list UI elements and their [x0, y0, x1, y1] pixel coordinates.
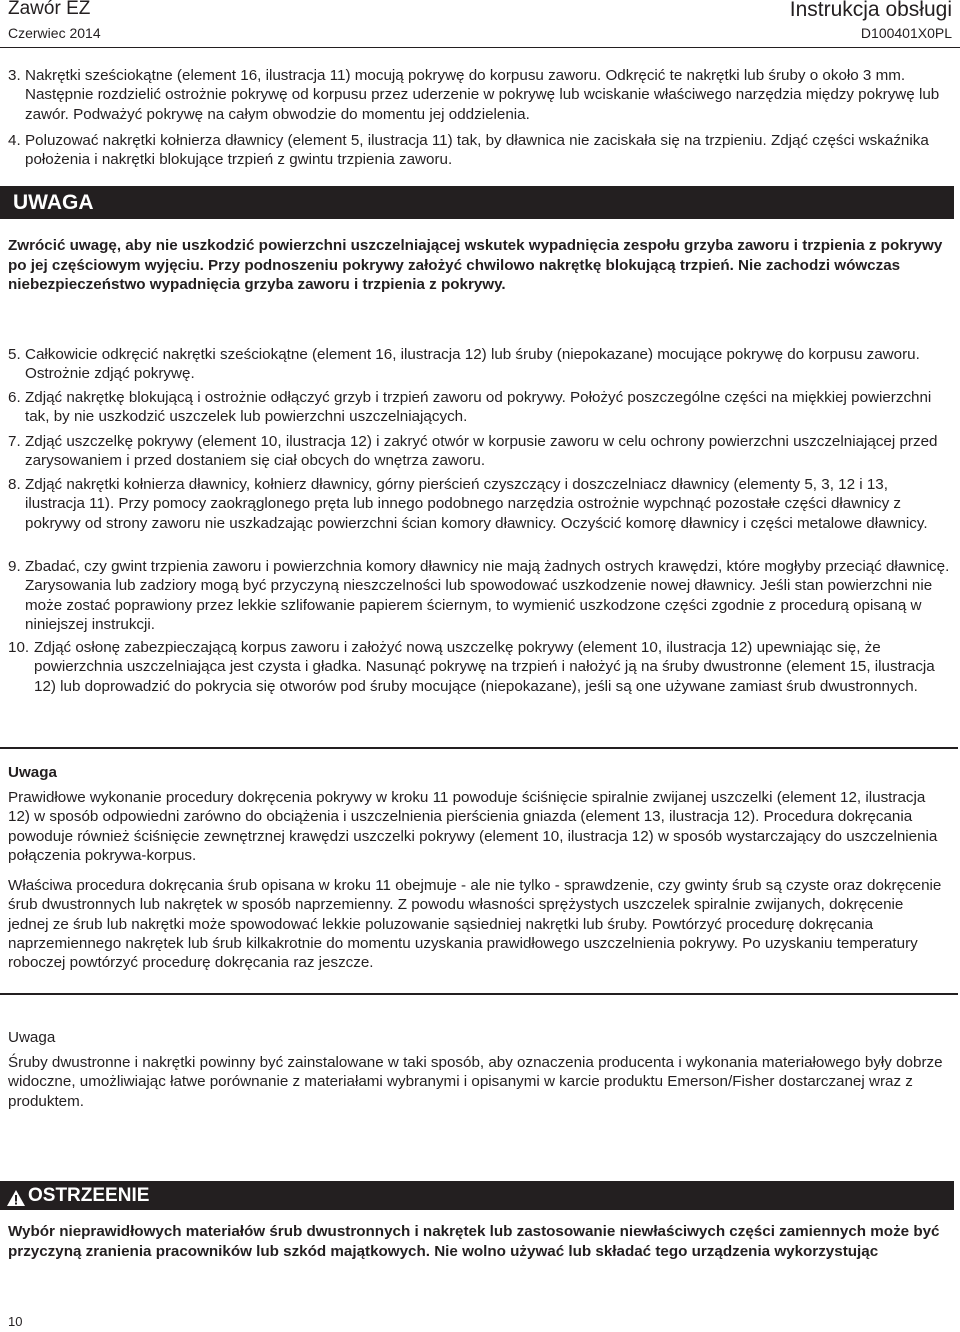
caution-banner [0, 186, 954, 219]
step-number: 9. [8, 558, 21, 575]
step-text: Zdjąć nakrętkę blokującą i ostrożnie odłączyć grzyb i trzpień zaworu od pokrywy. Położyć poszczególne części na miękkiej powierzchni tak, by nie uszkodzić uszczelek lub powierzchni uszczelniających. [25, 389, 932, 426]
note-paragraph: Śruby dwustronne i nakrętki powinny być zainstalowane w taki sposób, aby oznaczenia producenta i wykonania materiałowego były dobrze widoczne, umożliwiając łatwe porównanie z materiałami wybranymi i opisanymi w karcie produktu Emerson/Fisher dostarczanej wraz z produktem. [8, 1054, 943, 1110]
step-item [8, 388, 950, 427]
warning-label: OSTRZEENIE [28, 1185, 150, 1206]
step-text: Całkowicie odkręcić nakrętki sześciokątne (element 16, ilustracja 12) lub śruby (niepokazane) mocujące pokrywę do korpusu zaworu. Ostrożnie zdjąć pokrywę. [25, 346, 920, 383]
warning-banner [0, 1181, 954, 1210]
step-number: 5. [8, 346, 21, 363]
step-number: 4. [8, 132, 21, 149]
note-heading: Uwaga [8, 764, 57, 781]
caution-text: Zwrócić uwagę, aby nie uszkodzić powierzchni uszczelniającej wskutek wypadnięcia zespołu grzyba zaworu i trzpienia z pokrywy po jej częściowym wyjęciu. Przy podnoszeniu pokrywy założyć chwilowo nakrętkę blokującą trzpień. Nie zachodzi wówczas niebezpieczeństwo wypadnięcia grzyba zaworu i trzpienia z pokrywy. [8, 237, 943, 294]
step-number: 10. [8, 639, 30, 656]
caution-label: UWAGA [13, 191, 94, 214]
step-item [8, 475, 950, 533]
step-item [8, 345, 950, 384]
step-item [8, 557, 950, 635]
section-divider [0, 993, 958, 995]
step-text: Zdjąć osłonę zabezpieczającą korpus zaworu i założyć nową uszczelkę pokrywy (element 10, ilustracja 12) upewniając się, że powierzchnia uszczelniająca jest czysta i gładka. Nasunąć pokrywę na trzpień i nałożyć ją na śruby dwustronne (element 15, ilustracja 12) lub doprowadzić do pokrycia się otworów pod śruby mocujące (niepokazane), jeśli są one używane zamiast śrub dwustronnych. [34, 639, 935, 695]
note-paragraph: Prawidłowe wykonanie procedury dokręcenia pokrywy w kroku 11 powoduje ściśnięcie spiralnie zwijanej uszczelki (element 12, ilustracja 12) w sposób odpowiedni zarówno do obciążenia i uszczelnienia pierścienia gniazda (element 13, ilustracja 12). Procedura dokręcania powoduje również ściśnięcie zewnętrznej krawędzi uszczelki pokrywy (element 10, ilustracja 12) w sposób wystarczający do uszczelnienia połączenia pokrywa-korpus. [8, 789, 938, 864]
step-text: Zdjąć uszczelkę pokrywy (element 10, ilustracja 12) i zakryć otwór w korpusie zaworu w celu ochrony powierzchni uszczelniającej przed zarysowaniem i przed dostaniem się ciał obcych do wnętrza zaworu. [25, 433, 938, 470]
header-product-title: Zawór EZ [8, 0, 91, 19]
warning-text: Wybór nieprawidłowych materiałów śrub dwustronnych i nakrętek lub zastosowanie niewłaściwych części zamiennych może być przyczyną zranienia pracowników lub szkód majątkowych. Nie wolno używać lub składać tego urządzenia wykorzystując [8, 1223, 940, 1260]
step-item [8, 432, 950, 471]
page-number: 10 [8, 1314, 23, 1329]
step-text: Zdjąć nakrętki kołnierza dławnicy, kołnierz dławnicy, górny pierścień czyszczący i doszczelniacz dławnicy (elementy 5, 3, 12 i 13, ilustracja 11). Przy pomocy zaokrąglonego pręta lub innego podobnego narzędzia ostrożnie wypchnąć pozostałe części dławnicy z pokrywy od strony zaworu nie uszkadzając powierzchni ścian komory dławnicy. Oczyścić komorę dławnicy i części metalowe dławnicy. [25, 476, 928, 532]
header-divider [0, 47, 960, 48]
header-manual-title: Instrukcja obsługi [789, 0, 952, 21]
step-item [8, 131, 950, 170]
header-date: Czerwiec 2014 [8, 25, 101, 41]
warning-triangle-icon [6, 1187, 26, 1205]
step-number: 6. [8, 389, 21, 406]
step-number: 8. [8, 476, 21, 493]
section-divider [0, 747, 958, 749]
step-item [8, 638, 950, 696]
step-text: Zbadać, czy gwint trzpienia zaworu i powierzchnia komory dławnicy nie mają żadnych ostrych krawędzi, które mogłyby przeciąć dławnicę. Zarysowania lub zadziory mogą być przyczyną nieszczelności lub spowodować uszkodzenie nowej dławnicy. Jeśli stan powierzchni nie może zostać poprawiony przez lekkie szlifowanie papierem ściernym, to wymienić uszkodzone części zgodnie z procedurą opisaną w niniejszej instrukcji. [25, 558, 950, 634]
step-number: 7. [8, 433, 21, 450]
note-paragraph: Właściwa procedura dokręcania śrub opisana w kroku 11 obejmuje - ale nie tylko - sprawdzenie, czy gwinty śrub są czyste oraz dokręcenie śrub dwustronnych lub nakrętek w sposób naprzemienny. Z powodu własności sprężystych uszczelek spiralnie zwijanych, dokręcenie jednej ze śrub lub nakrętki może spowodować lekkie poluzowanie sąsiedniej nakrętki lub śruby. Powtórzyć procedurę dokręcania naprzemiennego nakrętek lub śrub kilkakrotnie do momentu uzyskania prawidłowego uszczelnienia pokrywy. Po uzyskaniu temperatury roboczej powtórzyć procedurę dokręcania raz jeszcze. [8, 877, 942, 972]
step-number: 3. [8, 67, 21, 84]
step-text: Poluzować nakrętki kołnierza dławnicy (element 5, ilustracja 11) tak, by dławnica nie zaciskała się na trzpieniu. Zdjąć części wskaźnika położenia i nakrętki blokujące trzpień z gwintu trzpienia zaworu. [25, 132, 929, 169]
step-text: Nakrętki sześciokątne (element 16, ilustracja 11) mocują pokrywę do korpusu zaworu. Odkręcić te nakrętki lub śruby o około 3 mm. Następnie rozdzielić ostrożnie pokrywę od korpusu przez uderzenie w pokrywę lub wciskanie właściwego narzędzia między pokrywę lub zawór. Podważyć pokrywę na całym obwodzie do momentu jej oddzielenia. [25, 67, 940, 123]
note-heading: Uwaga [8, 1029, 56, 1046]
header-doc-number: D100401X0PL [860, 25, 952, 41]
step-item [8, 66, 950, 124]
